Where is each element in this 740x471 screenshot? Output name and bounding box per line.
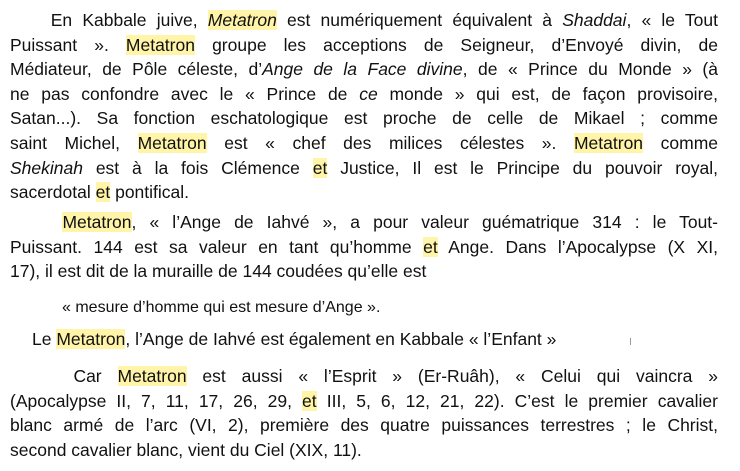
paragraph-gematria [10,210,718,284]
highlighted-term: Metatron [117,366,187,386]
text-line [10,364,718,389]
stray-mark [630,338,631,345]
highlighted-term: et [95,182,111,203]
text-line [10,131,718,156]
text-run: Shekinah [10,157,83,178]
highlighted-term: Metatron [207,10,277,30]
text-line [10,180,718,205]
paragraph-kabbale-metatron [10,8,718,205]
text-run: Médiateur, de Pôle céleste, d’ [10,59,263,80]
text-run: est à la fois Clémence [82,157,313,178]
text-line [10,389,718,414]
text-line [10,33,718,58]
text-line [10,57,718,82]
text-run: 17), il est dit de la muraille de 144 coudées qu’elle est [10,261,427,282]
text-run: est « chef des milices célestes ». [206,132,574,153]
text-run: est numériquement équivalent à [276,10,563,30]
text-run: second cavalier blanc, vient du Ciel (XIX, 11). [10,439,362,460]
highlighted-term: Metatron [62,212,132,232]
text-line [10,106,718,131]
highlighted-term: Metatron [573,132,644,153]
text-line [10,259,718,284]
text-run: monde » qui est, de façon provisoire, [377,83,718,104]
text-run: Justice, Il est le Principe du pouvoir royal, [327,157,718,178]
text-run: Ange de la Face divine [262,59,463,80]
text-line [10,82,718,107]
text-run: , « l’Ange de Iahvé », a pour valeur guématrique 314 : le Tout- [131,212,718,232]
text-run: est aussi « l’Esprit » (Er-Ruâh), « Celui qui vaincra » [186,366,718,386]
text-line [10,156,718,181]
text-run: pontifical. [110,182,190,203]
text-run: Satan...). Sa fonction eschatologique est proche de celle de Mikael ; comme [10,108,718,129]
paragraph-enfant [32,327,672,352]
text-run: saint Michel, [10,132,138,153]
text-run: ne pas confondre avec le « Prince de [10,83,360,104]
text-run: III, 5, 6, 12, 21, 22). C’est le premier cavalier [316,390,718,411]
highlighted-term: et [302,390,317,411]
text-run: Puissant ». [10,34,126,55]
text-line [10,210,718,235]
highlighted-term: et [312,157,328,178]
text-run: , l’Ange de Iahvé est également en Kabbale « l’Enfant » [125,329,557,349]
text-run: Ange. Dans l’Apocalypse (X XI, [437,236,719,257]
text-run: Puissant. 144 est sa valeur en tant qu’homme [10,236,424,257]
text-run: ce [359,83,378,104]
text-run: En Kabbale juive, [10,10,208,30]
text-run: , « le Tout [626,10,718,30]
text-run: « mesure d’homme qui est mesure d’Ange ». [62,299,381,316]
text-run: blanc armé de l’arc (VI, 2), première des quatre puissances terrestres ; le Christ, [10,415,718,436]
text-run: sacerdotal [10,182,96,203]
text-run: groupe les acceptions de Seigneur, d’Envoyé divin, de [194,34,718,55]
quote-mesure-ange [62,298,702,318]
highlighted-term: et [423,236,438,257]
highlighted-term: Metatron [125,34,195,55]
paragraph-esprit-cavalier [10,364,718,462]
text-line [10,438,718,463]
text-run: Shaddai [562,10,627,30]
text-run: Le [32,329,57,349]
highlighted-term: Metatron [56,329,126,349]
text-line [10,413,718,438]
text-run: (Apocalypse II, 7, 11, 17, 26, 29, [10,390,303,411]
text-line [62,298,702,318]
text-line [32,327,672,352]
text-line [10,235,718,260]
text-run: , de « Prince du Monde » (à [462,59,718,80]
text-run: comme [643,132,719,153]
highlighted-term: Metatron [137,132,207,153]
text-run: Car [10,366,118,386]
text-run [10,212,62,232]
text-line [10,8,718,33]
